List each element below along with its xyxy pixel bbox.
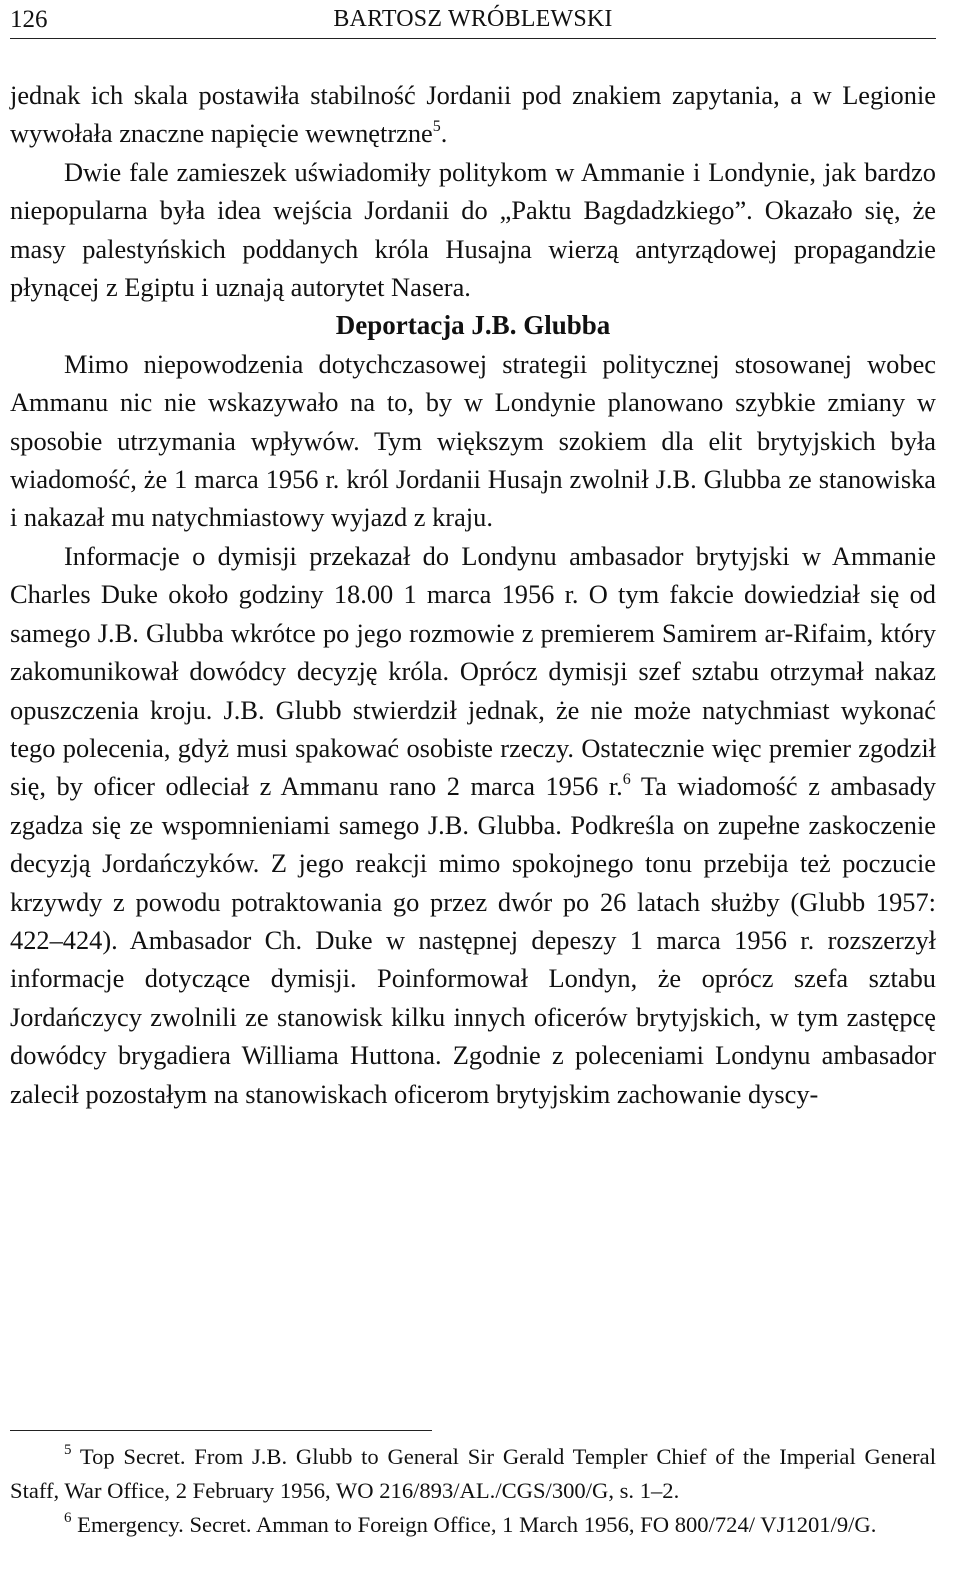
paragraph-text: Informacje o dymisji przekazał do Londynu ambasador brytyjski w Ammanie Charles Duke około godziny 18.00 1 marca 1956 r. O tym fakcie dowiedział się od samego J.B. Glubba wkrótce po jego rozmowie z premierem Samirem ar-Rifaim, który zakomunikował dowódcy decyzję króla. Oprócz dymisji szef sztabu otrzymał nakaz opuszczenia kroju. J.B. Glubb stwierdził jednak, że nie może natychmiast wykonać tego polecenia, gdyż musi spakować osobiste rzeczy. Ostatecznie więc premier zgodził się, by oficer odleciał z Ammanu rano 2 marca 1956 r. bbox=[10, 540, 936, 802]
footnote-text: Emergency. Secret. Amman to Foreign Office, 1 March 1956, FO 800/724/ VJ1201/9/G. bbox=[77, 1512, 877, 1537]
footnote-number: 6 bbox=[64, 1510, 72, 1526]
footnote bbox=[10, 1508, 936, 1542]
footnotes bbox=[10, 1440, 936, 1542]
running-header bbox=[10, 4, 936, 39]
paragraph-text: jednak ich skala postawiła stabilność Jordanii pod znakiem zapytania, a w Legionie wywołała znaczne napięcie wewnętrzne bbox=[10, 80, 936, 149]
paragraph-continued bbox=[10, 76, 936, 153]
footnote bbox=[10, 1440, 936, 1508]
running-head-author: BARTOSZ WRÓBLEWSKI bbox=[333, 6, 613, 32]
footnote-ref-5: 5 bbox=[432, 118, 441, 136]
paragraph: Mimo niepowodzenia dotychczasowej strategii politycznej stosowanej wobec Ammanu nic nie wskazywało na to, by w Londynie planowano szybkie zmiany w sposobie utrzymania wpływów. Tym większym szokiem dla elit brytyjskich była wiadomość, że 1 marca 1956 r. król Jordanii Husajn zwolnił J.B. Glubba ze stanowiska i nakazał mu natychmiastowy wyjazd z kraju. bbox=[10, 348, 936, 533]
paragraph bbox=[10, 537, 936, 1113]
page-number: 126 bbox=[10, 6, 48, 33]
paragraph-text: . bbox=[440, 118, 448, 149]
paragraph: Dwie fale zamieszek uświadomiły politykom w Ammanie i Londynie, jak bardzo niepopularna była idea wejścia Jordanii do „Paktu Bagdadzkiego”. Okazało się, że masy palestyńskich poddanych króla Husajna wierzą antyrządowej propagandzie płynącej z Egiptu i uznają autorytet Nasera. bbox=[10, 156, 936, 303]
footnote-text: Top Secret. From J.B. Glubb to General Sir Gerald Templer Chief of the Imperial General Staff, War Office, 2 February 1956, WO 216/893/AL./CGS/300/G, s. 1–2. bbox=[10, 1444, 936, 1503]
footnote-number: 5 bbox=[64, 1442, 72, 1458]
section-heading: Deportacja J.B. Glubba bbox=[335, 310, 611, 341]
paragraph-text: Ta wiadomość z ambasady zgadza się ze wspomnieniami samego J.B. Glubba. Podkreśla on zupełne zaskoczenie decyzją Jordańczyków. Z jego reakcji mimo spokojnego tonu przebija też poczucie krzywdy z powodu potraktowania go przez dwór po 26 latach służby (Glubb 1957: 422–424). Ambasador Ch. Duke w następnej depeszy 1 marca 1956 r. rozszerzył informacje dotyczące dymisji. Poinformował Londyn, że oprócz szefa sztabu Jordańczycy zwolnili ze stanowisk kilku innych oficerów brytyjskich, w tym zastępcę dowódcy brygadiera Williama Huttona. Zgodnie z poleceniami Londynu ambasador zalecił pozostałym na stanowiskach oficerom brytyjskim zachowanie dyscy- bbox=[10, 771, 937, 1109]
footnote-separator bbox=[10, 1430, 432, 1431]
footnote-ref-6: 6 bbox=[622, 771, 631, 789]
body-text bbox=[10, 76, 936, 1113]
